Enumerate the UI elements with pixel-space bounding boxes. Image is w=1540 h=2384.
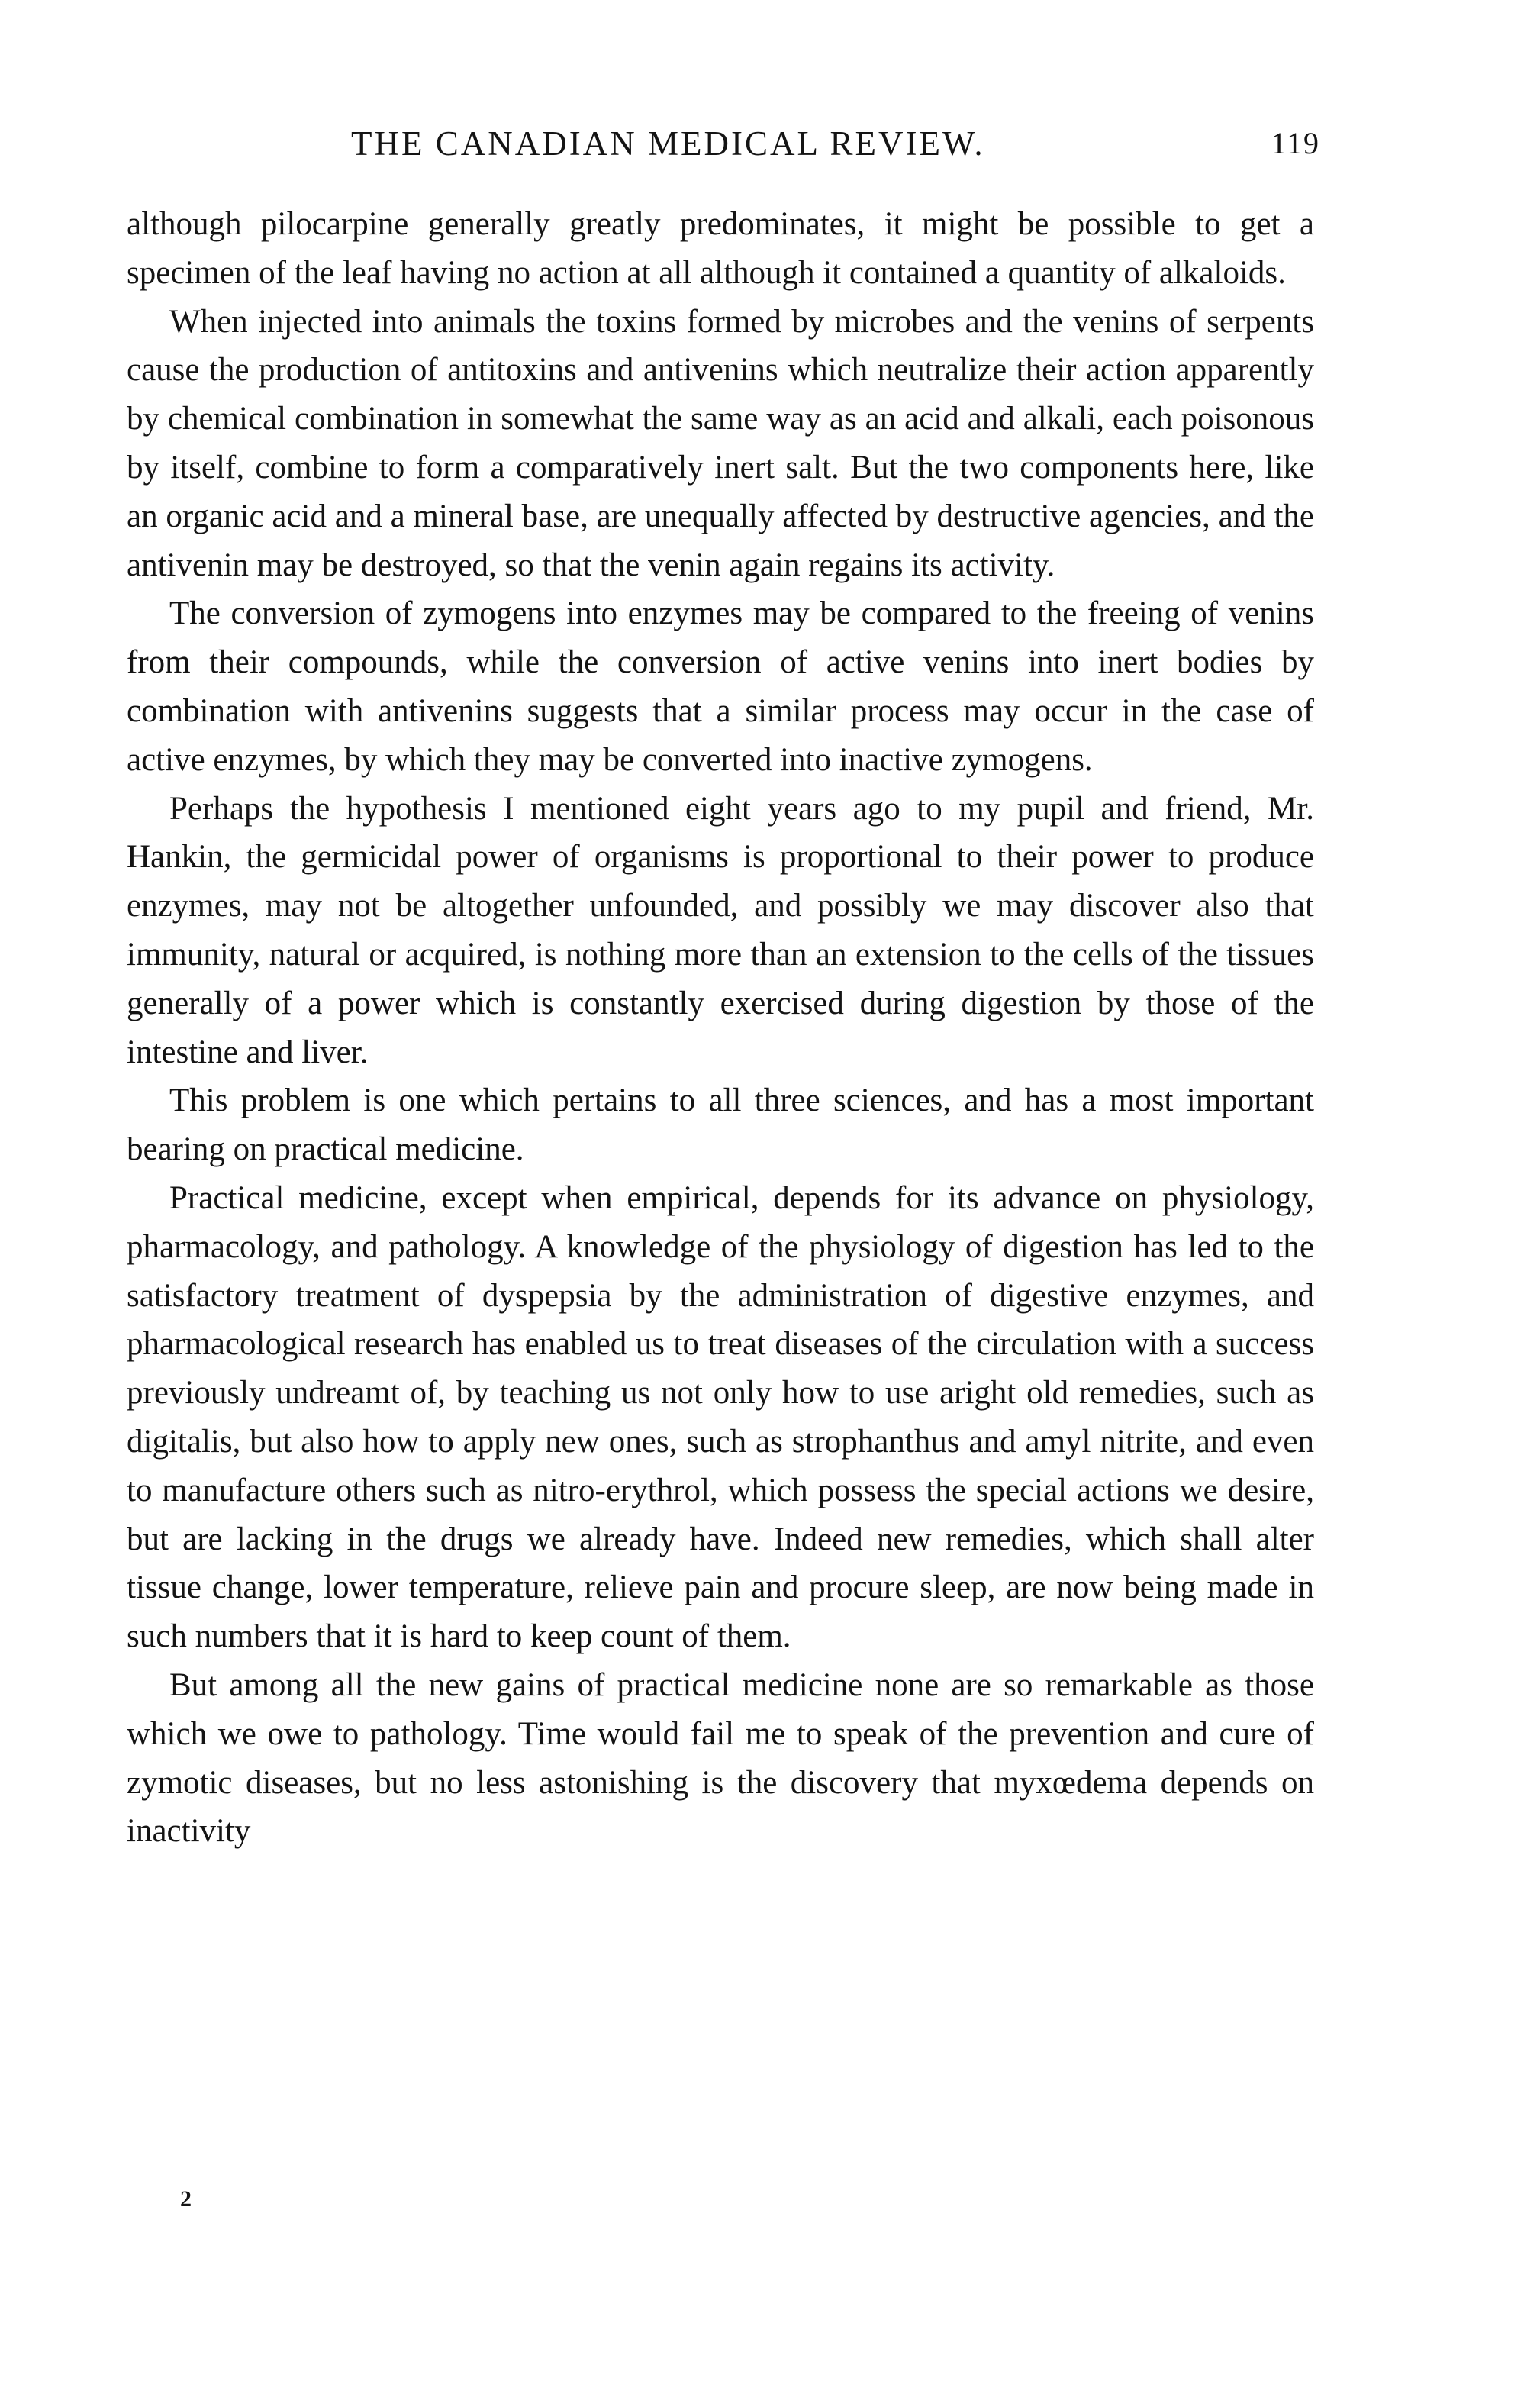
paragraph: Perhaps the hypothesis I mentioned eight years ago to my pupil and friend, Mr. Hankin, the germicidal power of organisms is proportional to their power to produce enzymes, may not be altogether unfounded, and possibly we may discover also that immunity, natural or acquired, is nothing more than an extension to the cells of the tissues generally of a power which is constantly exercised during digestion by those of the intestine and liver. bbox=[127, 790, 1314, 1070]
body-text bbox=[127, 200, 1314, 1856]
signature-mark: 2 bbox=[180, 2186, 192, 2211]
running-title: THE CANADIAN MEDICAL REVIEW. bbox=[351, 124, 985, 163]
page-number: 119 bbox=[1271, 126, 1320, 160]
paragraph: When injected into animals the toxins formed by microbes and the venins of serpents cause the production of antitoxins and antivenins which neutralize their action apparently by chemical combination in somewhat the same way as an acid and alkali, each poisonous by itself, combine to form a comparatively inert salt. But the two components here, like an organic acid and a mineral base, are unequally affected by destructive agencies, and the antivenin may be destroyed, so that the venin again regains its activity. bbox=[127, 303, 1314, 583]
page-header bbox=[122, 121, 1320, 166]
paragraph-continued: although pilocarpine generally greatly predominates, it might be possible to get a specimen of the leaf having no action at all although it contained a quantity of alkaloids. bbox=[127, 206, 1314, 291]
paragraph: But among all the new gains of practical medicine none are so remarkable as those which we owe to pathology. Time would fail me to speak of the prevention and cure of zymotic diseases, but no less astonishing is the discovery that myxœdema depends on inactivity bbox=[127, 1666, 1314, 1850]
paragraph: This problem is one which pertains to all three sciences, and has a most important bearing on practical medicine. bbox=[127, 1082, 1314, 1168]
paragraph: Practical medicine, except when empirical, depends for its advance on physiology, pharmacology, and pathology. A knowledge of the physiology of digestion has led to the satisfactory treatment of dyspepsia by the administration of digestive enzymes, and pharmacological research has enabled us to treat diseases of the circulation with a success previously undreamt of, by teaching us not only how to use aright old remedies, such as digitalis, but also how to apply new ones, such as strophanthus and amyl nitrite, and even to manufacture others such as nitro-erythrol, which possess the special actions we desire, but are lacking in the drugs we already have. Indeed new remedies, which shall alter tissue change, lower temperature, relieve pain and procure sleep, are now being made in such numbers that it is hard to keep count of them. bbox=[127, 1179, 1314, 1655]
paragraph: The conversion of zymogens into enzymes may be compared to the freeing of venins from their compounds, while the conversion of active venins into inert bodies by combination with antivenins suggests that a similar process may occur in the case of active enzymes, by which they may be converted into inactive zymogens. bbox=[127, 595, 1314, 778]
